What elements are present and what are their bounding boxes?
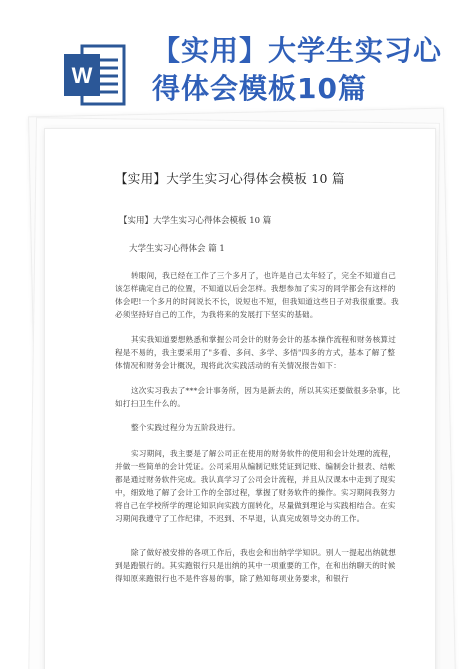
document-page [44, 128, 436, 669]
document-title: 【实用】大学生实习心得体会模板10篇 [152, 34, 443, 105]
word-document-icon [62, 42, 128, 108]
page-subheading: 【实用】大学生实习心得体会模板 10 篇 [119, 216, 272, 226]
paragraph-3: 这次实习我去了***会计事务所，因为是新去的，所以其实还要做很多杂事，比如打扫卫生什么的。 [115, 386, 401, 408]
page-heading: 【实用】大学生实习心得体会模板 10 篇 [115, 171, 345, 186]
paragraph-2: 其实我知道要想熟悉和掌握公司会计的财务会计的基本操作流程和财务核算过程是不易的，我主要采用了"多看、多问、多学、多悟"四多的方式，基本了解了整体情况和财务会计概况，现将此次实践活动的有关情况报告如下： [115, 335, 396, 370]
section-title: 大学生实习心得体会 篇 1 [129, 244, 225, 254]
paragraph-6: 除了做好被安排的各项工作后，我也会和出纳学学知识。别人一提起出纳就想到是跑银行的。其实跑银行只是出纳的其中一项重要的工作，在和出纳聊天的时候得知原来跑银行也不是件容易的事，除了熟知每项业务要求，和银行 [115, 548, 396, 583]
document-banner [0, 0, 474, 120]
paragraph-4: 整个实践过程分为五阶段进行。 [131, 423, 241, 432]
paragraph-5: 实习期间，我主要是了解公司正在使用的财务软件的使用和会计处理的流程，并做一些简单的会计凭证。公司采用从编制记账凭证到记账、编制会计报表、结帐都是通过财务软件完成。我认真学习了公司会计流程，并且从汉课本中走到了现实中，细致地了解了会计工作的全部过程，掌握了财务软件的操作。实习期间我努力将自己在学校所学的理论知识向实践方面转化，尽量做到理论与实践相结合。在实习期间我遵守了工作纪律，不迟到、不早退，认真完成领导交办的工作。 [115, 449, 396, 523]
word-icon-letter: W [71, 63, 93, 88]
paragraph-1: 转眼间，我已经在工作了三个多月了，也许是自己太年轻了，完全不知道自己该怎样确定自己的位置，不知道以后会怎样。我想参加了实习的同学都会有这样的体会吧!一个多月的时间说长不长，说短也不短，但我知道这些日子对我很重要。我必须坚持好自己的工作，为我将来的发展打下坚实的基础。 [115, 271, 399, 319]
